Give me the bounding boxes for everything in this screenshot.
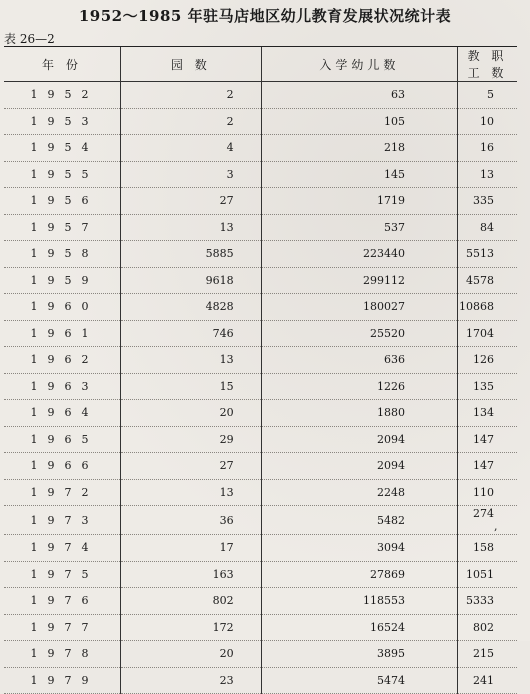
- staff-cell-value: 335: [473, 194, 494, 208]
- staff-cell-value: 126: [473, 353, 494, 367]
- kindergartens-cell-value: 17: [219, 541, 234, 555]
- enrolled-cell: [261, 241, 457, 268]
- staff-cell-value: 10868: [459, 300, 494, 314]
- year-cell-value: 1976: [30, 594, 99, 608]
- year-cell-value: 1952: [30, 88, 99, 102]
- staff-cell-value: 4578: [466, 273, 494, 287]
- kindergartens-cell-value: 29: [219, 432, 234, 446]
- enrolled-cell: [261, 400, 457, 427]
- kindergartens-cell: [120, 320, 261, 347]
- staff-cell: [458, 453, 518, 480]
- staff-cell: [458, 373, 518, 400]
- kindergartens-cell: [120, 241, 261, 268]
- kindergartens-cell: [120, 82, 261, 109]
- staff-cell: [458, 108, 518, 135]
- enrolled-cell: [261, 214, 457, 241]
- year-cell-value: 1954: [30, 141, 99, 155]
- kindergartens-cell: [120, 214, 261, 241]
- enrolled-cell: [261, 108, 457, 135]
- staff-cell-value: 5333: [466, 594, 494, 608]
- staff-cell: [458, 161, 518, 188]
- year-cell-value: 1965: [30, 432, 99, 446]
- staff-cell-value: 84: [480, 220, 494, 234]
- kindergartens-cell: [120, 667, 261, 694]
- table-row: [4, 267, 517, 294]
- table-row: [4, 641, 517, 668]
- staff-cell-value: 110: [473, 485, 494, 499]
- column-header-year: 年 份: [4, 47, 120, 82]
- staff-cell-value: 13: [480, 167, 494, 181]
- kindergartens-cell-value: 2: [226, 114, 234, 128]
- enrolled-cell-value: 1226: [377, 379, 405, 393]
- staff-cell-value: 215: [473, 647, 494, 661]
- table-row: [4, 426, 517, 453]
- kindergartens-cell-value: 4: [226, 141, 234, 155]
- kindergartens-cell: [120, 426, 261, 453]
- table-body: [4, 82, 517, 694]
- kindergartens-cell: [120, 161, 261, 188]
- staff-cell-value: 274: [473, 507, 494, 520]
- kindergartens-cell: [120, 347, 261, 374]
- year-cell-value: 1973: [30, 513, 99, 527]
- table-row: [4, 108, 517, 135]
- year-cell: [4, 373, 120, 400]
- staff-cell-value: 10: [480, 114, 494, 128]
- table-row: [4, 479, 517, 506]
- enrolled-cell-value: 118553: [363, 594, 405, 608]
- year-cell: [4, 561, 120, 588]
- kindergartens-cell-value: 15: [219, 379, 234, 393]
- kindergartens-cell: [120, 588, 261, 615]
- year-cell-value: 1963: [30, 379, 99, 393]
- year-cell-value: 1979: [30, 673, 99, 687]
- enrolled-cell-value: 2094: [377, 432, 405, 446]
- staff-cell-value: 134: [473, 406, 494, 420]
- kindergartens-cell: [120, 614, 261, 641]
- year-cell-value: 1972: [30, 485, 99, 499]
- year-cell-value: 1956: [30, 194, 99, 208]
- year-cell-value: 1978: [30, 647, 99, 661]
- enrolled-cell-value: 2094: [377, 459, 405, 473]
- enrolled-cell: [261, 561, 457, 588]
- enrolled-cell-value: 5474: [377, 673, 405, 687]
- year-cell-value: 1977: [30, 620, 99, 634]
- staff-cell: [458, 400, 518, 427]
- table-title: 1952～1985 年驻马店地区幼儿教育发展状况统计表: [78, 7, 452, 25]
- year-cell: [4, 135, 120, 162]
- kindergartens-cell-value: 27: [219, 459, 234, 473]
- staff-cell: [458, 82, 518, 109]
- kindergartens-cell-value: 13: [219, 353, 234, 367]
- table-row: [4, 400, 517, 427]
- enrolled-cell: [261, 373, 457, 400]
- kindergartens-cell-value: 13: [219, 485, 234, 499]
- year-cell: [4, 347, 120, 374]
- staff-cell: [458, 561, 518, 588]
- enrolled-cell-value: 1719: [377, 194, 405, 208]
- staff-cell: [458, 535, 518, 562]
- year-cell-value: 1953: [30, 114, 99, 128]
- column-header-kindergartens: 园 数: [120, 47, 261, 82]
- enrolled-cell: [261, 535, 457, 562]
- enrolled-cell: [261, 347, 457, 374]
- staff-cell: [458, 479, 518, 506]
- year-cell: [4, 320, 120, 347]
- enrolled-cell-value: 223440: [363, 247, 405, 261]
- year-cell-value: 1966: [30, 459, 99, 473]
- table-row: [4, 294, 517, 321]
- enrolled-cell: [261, 161, 457, 188]
- staff-cell: [458, 188, 518, 215]
- enrolled-cell-value: 27869: [370, 567, 405, 581]
- staff-cell-value: 147: [473, 432, 494, 446]
- year-cell-value: 1960: [30, 300, 99, 314]
- table-row: [4, 188, 517, 215]
- staff-cell: [458, 294, 518, 321]
- enrolled-cell-value: 636: [384, 353, 405, 367]
- staff-cell: [458, 135, 518, 162]
- year-cell-value: 1958: [30, 247, 99, 261]
- enrolled-cell-value: 5482: [377, 513, 405, 527]
- table-row: [4, 506, 517, 535]
- enrolled-cell-value: 25520: [370, 326, 405, 340]
- staff-cell-value: 5513: [466, 247, 494, 261]
- enrolled-cell: [261, 188, 457, 215]
- enrolled-cell: [261, 320, 457, 347]
- enrolled-cell-value: 1880: [377, 406, 405, 420]
- kindergartens-cell-value: 27: [219, 194, 234, 208]
- staff-cell: [458, 267, 518, 294]
- staff-cell: [458, 641, 518, 668]
- kindergartens-cell-value: 36: [219, 513, 234, 527]
- kindergartens-cell-value: 20: [219, 406, 234, 420]
- kindergartens-cell-value: 9618: [205, 273, 234, 287]
- statistics-table: [4, 46, 517, 694]
- year-cell: [4, 614, 120, 641]
- enrolled-cell: [261, 667, 457, 694]
- kindergartens-cell: [120, 400, 261, 427]
- enrolled-cell: [261, 135, 457, 162]
- enrolled-cell: [261, 506, 457, 535]
- enrolled-cell: [261, 614, 457, 641]
- table-row: [4, 347, 517, 374]
- kindergartens-cell: [120, 294, 261, 321]
- kindergartens-cell: [120, 561, 261, 588]
- enrolled-cell-value: 180027: [363, 300, 405, 314]
- kindergartens-cell-value: 4828: [205, 300, 234, 314]
- staff-cell: [458, 667, 518, 694]
- enrolled-cell: [261, 294, 457, 321]
- staff-cell-value: 5: [487, 88, 494, 102]
- year-cell-value: 1974: [30, 541, 99, 555]
- enrolled-cell-value: 63: [391, 88, 405, 102]
- year-cell-value: 1975: [30, 567, 99, 581]
- kindergartens-cell: [120, 188, 261, 215]
- column-header-enrolled: 入学幼儿数: [261, 47, 457, 82]
- enrolled-cell: [261, 479, 457, 506]
- year-cell: [4, 188, 120, 215]
- enrolled-cell-value: 2248: [377, 485, 405, 499]
- staff-cell: [458, 614, 518, 641]
- enrolled-cell: [261, 426, 457, 453]
- table-row: [4, 82, 517, 109]
- year-cell: [4, 641, 120, 668]
- kindergartens-cell: [120, 108, 261, 135]
- year-cell: [4, 506, 120, 535]
- table-row: [4, 667, 517, 694]
- year-cell: [4, 294, 120, 321]
- staff-cell: [458, 320, 518, 347]
- staff-cell: 274,: [458, 506, 518, 535]
- kindergartens-cell-value: 2: [226, 88, 234, 102]
- kindergartens-cell: [120, 267, 261, 294]
- year-cell: [4, 588, 120, 615]
- kindergartens-cell-value: 746: [212, 326, 234, 340]
- year-cell-value: 1955: [30, 167, 99, 181]
- kindergartens-cell-value: 172: [212, 620, 234, 634]
- kindergartens-cell-value: 13: [219, 220, 234, 234]
- kindergartens-cell: [120, 373, 261, 400]
- enrolled-cell: [261, 453, 457, 480]
- year-cell: [4, 241, 120, 268]
- staff-cell-value: 241: [473, 673, 494, 687]
- kindergartens-cell-value: 3: [226, 167, 234, 181]
- kindergartens-cell: [120, 506, 261, 535]
- staff-cell: [458, 241, 518, 268]
- enrolled-cell-value: 299112: [363, 273, 405, 287]
- year-cell-value: 1964: [30, 406, 99, 420]
- year-cell: [4, 214, 120, 241]
- staff-cell-value: 1051: [466, 567, 494, 581]
- staff-cell-value: 147: [473, 459, 494, 473]
- staff-cell: [458, 347, 518, 374]
- year-cell-value: 1962: [30, 353, 99, 367]
- staff-cell-value: 135: [473, 379, 494, 393]
- kindergartens-cell-value: 23: [219, 673, 234, 687]
- kindergartens-cell-value: 163: [212, 567, 234, 581]
- kindergartens-cell-value: 20: [219, 647, 234, 661]
- staff-cell: [458, 588, 518, 615]
- kindergartens-cell: [120, 135, 261, 162]
- year-cell-value: 1957: [30, 220, 99, 234]
- table-row: [4, 373, 517, 400]
- enrolled-cell-value: 145: [384, 167, 405, 181]
- enrolled-cell-value: 218: [384, 141, 405, 155]
- table-row: [4, 535, 517, 562]
- table-row: [4, 320, 517, 347]
- enrolled-cell-value: 537: [384, 220, 405, 234]
- kindergartens-cell: [120, 479, 261, 506]
- year-cell: [4, 453, 120, 480]
- table-row: [4, 561, 517, 588]
- year-cell: [4, 400, 120, 427]
- year-cell: [4, 667, 120, 694]
- kindergartens-cell: [120, 641, 261, 668]
- enrolled-cell: [261, 588, 457, 615]
- kindergartens-cell: [120, 535, 261, 562]
- year-cell: [4, 108, 120, 135]
- year-cell: [4, 426, 120, 453]
- staff-cell-value: 16: [480, 141, 494, 155]
- year-cell: [4, 479, 120, 506]
- staff-cell-value: 1704: [466, 326, 494, 340]
- enrolled-cell-value: 3094: [377, 541, 405, 555]
- kindergartens-cell: [120, 453, 261, 480]
- year-cell-value: 1961: [30, 326, 99, 340]
- table-row: [4, 588, 517, 615]
- enrolled-cell: [261, 641, 457, 668]
- enrolled-cell: [261, 267, 457, 294]
- staff-cell: [458, 214, 518, 241]
- staff-cell-value: 802: [473, 620, 494, 634]
- table-row: [4, 161, 517, 188]
- year-cell-value: 1959: [30, 273, 99, 287]
- staff-cell-value: 158: [473, 541, 494, 555]
- table-row: [4, 241, 517, 268]
- enrolled-cell: [261, 82, 457, 109]
- kindergartens-cell-value: 802: [212, 594, 234, 608]
- table-row: [4, 214, 517, 241]
- year-cell: [4, 267, 120, 294]
- staff-cell: [458, 426, 518, 453]
- table-row: [4, 135, 517, 162]
- year-cell: [4, 161, 120, 188]
- table-number: 表 26—2: [4, 32, 55, 46]
- year-cell: [4, 535, 120, 562]
- enrolled-cell-value: 105: [384, 114, 405, 128]
- year-cell: [4, 82, 120, 109]
- column-header-staff: 教 职 工 数: [458, 47, 518, 82]
- enrolled-cell-value: 3895: [377, 647, 405, 661]
- table-row: [4, 614, 517, 641]
- enrolled-cell-value: 16524: [370, 620, 405, 634]
- table-header-row: [4, 47, 517, 82]
- kindergartens-cell-value: 5885: [205, 247, 234, 261]
- table-row: [4, 453, 517, 480]
